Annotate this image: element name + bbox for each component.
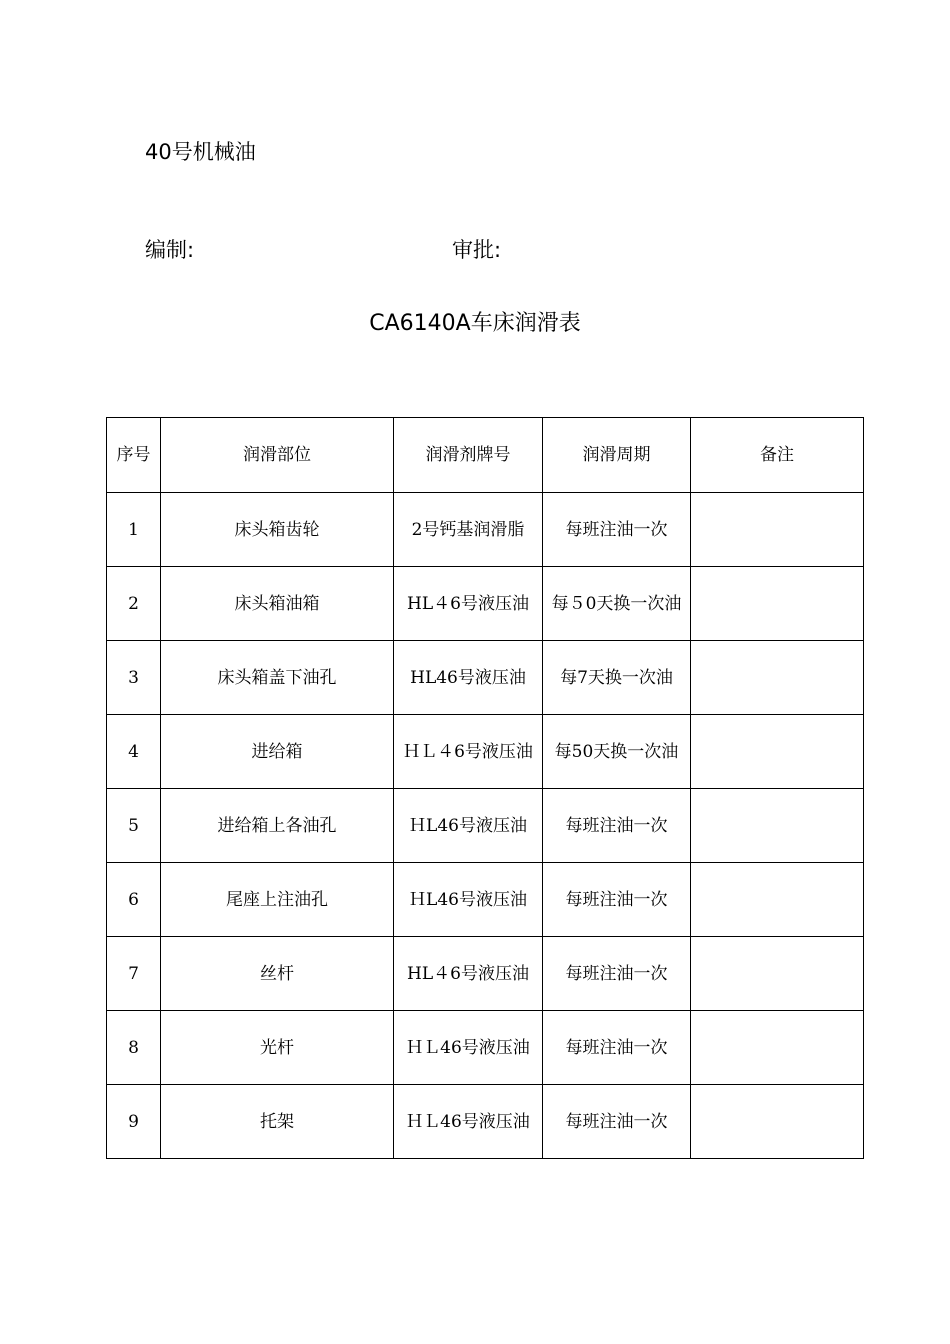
lubrication-cycle-cell: 每7天换一次油 [543,641,691,715]
row-number-cell: 6 [107,863,161,937]
remarks-cell [691,863,864,937]
lubrication-part-cell: 尾座上注油孔 [161,863,394,937]
column-header-note: 备注 [691,418,864,493]
lubrication-part-cell: 丝杆 [161,937,394,1011]
lubricant-grade-cell: ＨL46号液压油 [394,789,543,863]
lubrication-cycle-cell: 每５0天换一次油 [543,567,691,641]
table-row [107,493,864,567]
table-row [107,641,864,715]
table-header-row [107,418,864,493]
row-number-cell: 3 [107,641,161,715]
remarks-cell [691,567,864,641]
row-number-cell: 9 [107,1085,161,1159]
column-header-no: 序号 [107,418,161,493]
lubrication-cycle-cell: 每班注油一次 [543,1011,691,1085]
row-number-cell: 8 [107,1011,161,1085]
lubrication-part-cell: 进给箱上各油孔 [161,789,394,863]
column-header-lubricant: 润滑剂牌号 [394,418,543,493]
row-number-cell: 7 [107,937,161,1011]
remarks-cell [691,1011,864,1085]
document-title: CA6140A车床润滑表 [369,311,581,336]
remarks-cell [691,1085,864,1159]
lubricant-grade-cell: ＨＬ46号液压油 [394,1085,543,1159]
lubrication-cycle-cell: 每班注油一次 [543,1085,691,1159]
approved-by-label: 审批: [452,238,502,262]
lubricant-grade-cell: ＨＬ46号液压油 [394,1011,543,1085]
remarks-cell [691,715,864,789]
prepared-by-label: 编制: [145,238,195,262]
table-row [107,1011,864,1085]
lubrication-part-cell: 床头箱齿轮 [161,493,394,567]
column-header-cycle: 润滑周期 [543,418,691,493]
lubrication-part-cell: 床头箱盖下油孔 [161,641,394,715]
remarks-cell [691,937,864,1011]
lubricant-grade-cell: HL４6号液压油 [394,567,543,641]
row-number-cell: 4 [107,715,161,789]
lubrication-cycle-cell: 每班注油一次 [543,863,691,937]
table-row [107,715,864,789]
lubrication-cycle-cell: 每班注油一次 [543,937,691,1011]
lubrication-part-cell: 光杆 [161,1011,394,1085]
lubrication-cycle-cell: 每50天换一次油 [543,715,691,789]
remarks-cell [691,789,864,863]
lubricant-grade-cell: HL46号液压油 [394,641,543,715]
table-row [107,937,864,1011]
remarks-cell [691,493,864,567]
lubrication-cycle-cell: 每班注油一次 [543,493,691,567]
lubricant-grade-cell: HL４6号液压油 [394,937,543,1011]
oil-grade-heading: 40号机械油 [145,140,256,164]
lubricant-grade-cell: ＨL46号液压油 [394,863,543,937]
table-row [107,789,864,863]
row-number-cell: 5 [107,789,161,863]
lubrication-part-cell: 托架 [161,1085,394,1159]
row-number-cell: 1 [107,493,161,567]
column-header-part: 润滑部位 [161,418,394,493]
lubrication-part-cell: 床头箱油箱 [161,567,394,641]
remarks-cell [691,641,864,715]
table-row [107,1085,864,1159]
table-row [107,567,864,641]
lubrication-part-cell: 进给箱 [161,715,394,789]
lubrication-cycle-cell: 每班注油一次 [543,789,691,863]
row-number-cell: 2 [107,567,161,641]
table-row [107,863,864,937]
lubricant-grade-cell: 2号钙基润滑脂 [394,493,543,567]
lubricant-grade-cell: ＨＬ４6号液压油 [394,715,543,789]
lubrication-table [106,417,864,1159]
